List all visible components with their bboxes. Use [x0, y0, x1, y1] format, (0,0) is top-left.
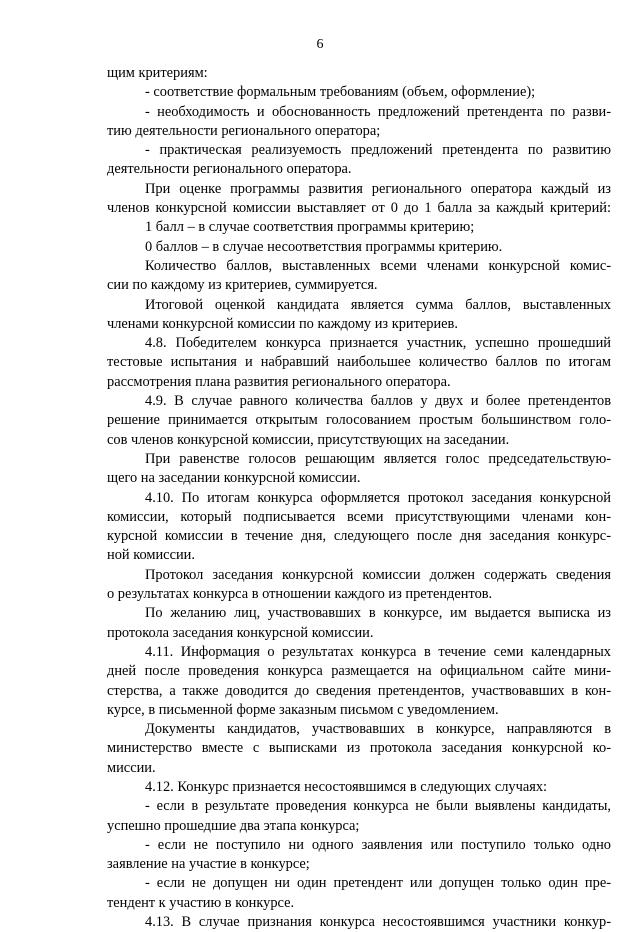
text-line: щим критериям: — [107, 65, 208, 81]
text-line: - если в результате проведения конкурса не были выявлены кандидаты, — [145, 798, 611, 815]
text-line: При равенстве голосов решающим является голос председательствую- — [145, 450, 611, 467]
text-line: рассмотрения плана развития регионального оператора. — [107, 373, 451, 390]
text-line: членов конкурсной комиссии выставляет от 0 до 1 балла за каждый критерий: — [107, 200, 611, 217]
text-line: дней после проведения конкурса размещается на официальном сайте мини- — [107, 663, 611, 680]
text-line: о результатах конкурса в отношении каждого из претендентов. — [107, 586, 493, 603]
text-line: Итоговой оценкой кандидата является сумма баллов, выставленных — [145, 296, 611, 313]
text-line: тендент к участию в конкурсе. — [107, 894, 295, 911]
text-line: курсе, в письменной форме заказным письмом с уведомлением. — [107, 701, 499, 718]
text-line: решение принимается открытым голосованием простым большинством голо- — [107, 412, 611, 429]
text-line: 4.11. Информация о результатах конкурса в течение семи календарных — [145, 643, 611, 660]
text-line: тию деятельности регионального оператора; — [107, 122, 381, 139]
text-line: членами конкурсной комиссии по каждому из критериев. — [107, 315, 458, 332]
text-line: При оценке программы развития регионального оператора каждый из — [145, 180, 611, 197]
text-line: 4.12. Конкурс признается несостоявшимся в следующих случаях: — [145, 778, 548, 795]
text-line: 4.13. В случае признания конкурса несостоявшимся участники конкур- — [145, 914, 611, 931]
text-line: сов членов конкурсной комиссии, присутствующих на заседании. — [107, 431, 510, 448]
text-line: - если не поступило ни одного заявления или поступило только одно — [145, 836, 611, 853]
text-line: сии по каждому из критериев, суммируется. — [107, 277, 378, 294]
text-line: успешно прошедшие два этапа конкурса; — [107, 817, 360, 834]
text-line: стерства, а также доводится до сведения претендентов, участвовавших в кон- — [107, 682, 611, 699]
page-number: 6 — [316, 37, 324, 52]
text-line: заявление на участие в конкурсе; — [107, 856, 310, 873]
text-line: курсной комиссии в течение дня, следующего после дня заседания конкурс- — [107, 528, 611, 545]
text-line: протокола заседания конкурсной комиссии. — [107, 624, 374, 641]
text-line: 4.9. В случае равного количества баллов у двух и более претендентов — [145, 393, 611, 410]
text-line: деятельности регионального оператора. — [107, 161, 352, 178]
text-line: 1 балл – в случае соответствия программы критерию; — [145, 219, 475, 236]
text-line: комиссии, который подписывается всеми присутствующими членами кон- — [107, 508, 611, 525]
text-line: Количество баллов, выставленных всеми членами конкурсной комис- — [145, 257, 611, 274]
text-line: миссии. — [107, 759, 156, 776]
document-body — [107, 64, 611, 932]
text-line: министерство вместе с выписками из протокола заседания конкурсной ко- — [107, 740, 611, 757]
text-line: 4.8. Победителем конкурса признается участник, успешно прошедший — [145, 335, 611, 352]
text-line: ной комиссии. — [107, 547, 195, 564]
text-line: тестовые испытания и набравший наибольшее количество баллов по итогам — [107, 354, 611, 371]
text-line: щего на заседании конкурсной комиссии. — [107, 470, 361, 487]
text-line: - необходимость и обоснованность предложений претендента по разви- — [145, 103, 611, 120]
text-line: Документы кандидатов, участвовавших в конкурсе, направляются в — [145, 721, 611, 738]
text-line: 0 баллов – в случае несоответствия программы критерию. — [145, 238, 503, 255]
text-line: 4.10. По итогам конкурса оформляется протокол заседания конкурсной — [145, 489, 611, 506]
text-line: По желанию лиц, участвовавших в конкурсе, им выдается выписка из — [145, 605, 611, 622]
text-line: - если не допущен ни один претендент или допущен только один пре- — [145, 875, 611, 892]
text-line: - практическая реализуемость предложений претендента по развитию — [145, 142, 611, 159]
text-line: Протокол заседания конкурсной комиссии должен содержать сведения — [145, 566, 611, 583]
text-line: - соответствие формальным требованиям (объем, оформление); — [145, 84, 536, 101]
